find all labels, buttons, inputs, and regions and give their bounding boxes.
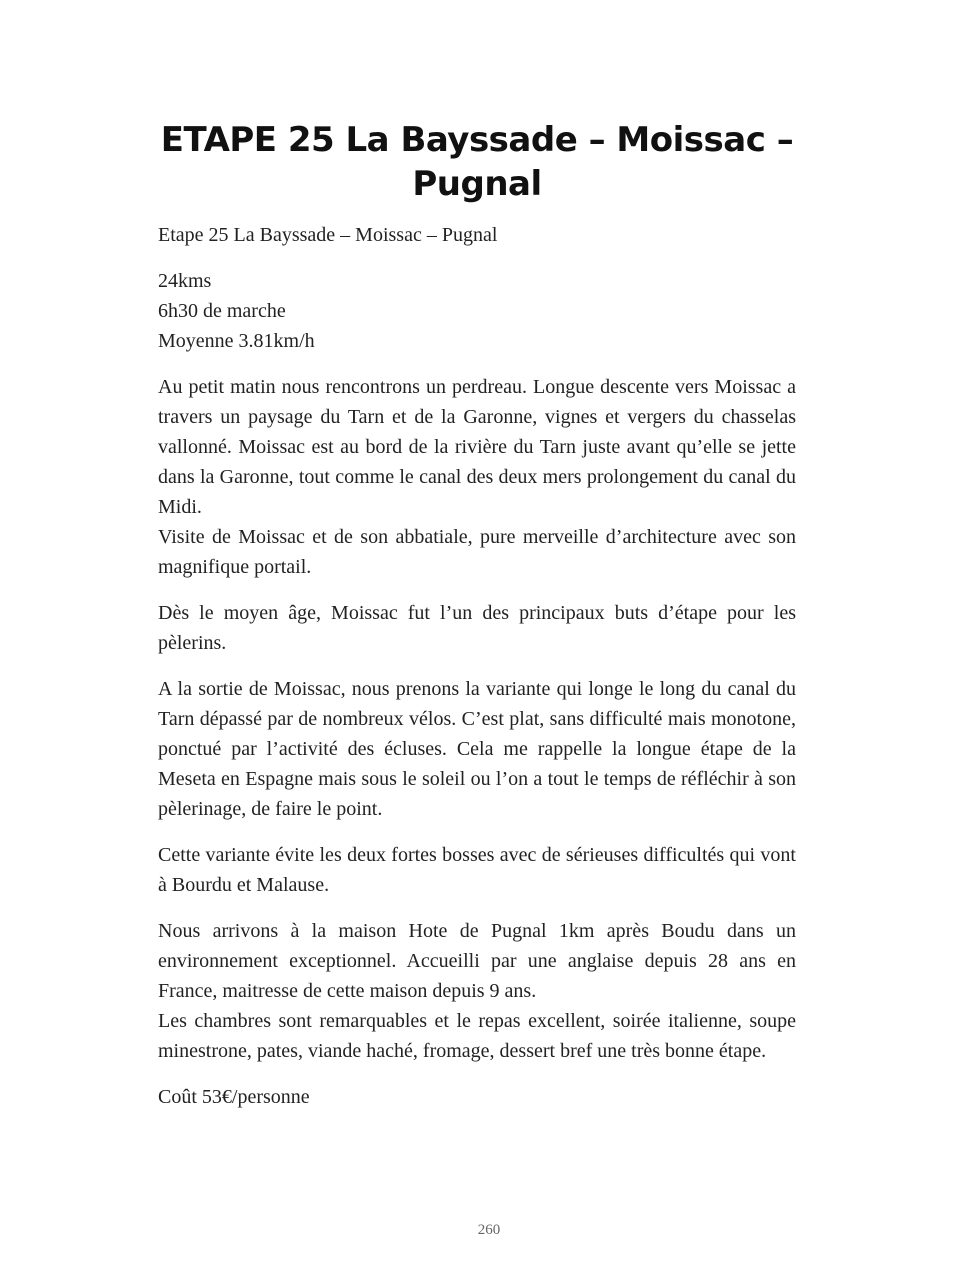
paragraph-middle-ages: Dès le moyen âge, Moissac fut l’un des principaux buts d’étape pour les pèlerins. [158,602,796,654]
paragraph-variant: Cette variante évite les deux fortes bosses avec de sérieuses difficultés qui vont à Bourdu et Malause. [158,844,796,896]
paragraph-visit-text: Visite de Moissac et de son abbatiale, pure merveille d’architecture avec son magnifique portail. [158,526,796,578]
stat-distance: 24kms [158,270,212,292]
page-number: 260 [477,1222,501,1238]
paragraph-rooms-text: Les chambres sont remarquables et le repas excellent, soirée italienne, soupe minestrone, pates, viande haché, fromage, dessert bref une très bonne étape. [158,1010,796,1062]
paragraph-canal: A la sortie de Moissac, nous prenons la variante qui longe le long du canal du Tarn dépassé par de nombreux vélos. C’est plat, sans difficulté mais monotone, ponctué par l’activité des écluses. Cela me rappelle la longue étape de la Meseta en Espagne mais sous le soleil ou l’on a tout le temps de réfléchir à son pèlerinage, de faire le point. [158,678,796,820]
stage-subtitle: Etape 25 La Bayssade – Moissac – Pugnal [158,224,498,246]
paragraph-cost: Coût 53€/personne [158,1086,310,1108]
paragraph-descent [158,372,796,582]
paragraph-descent-text: Au petit matin nous rencontrons un perdreau. Longue descente vers Moissac a travers un paysage du Tarn et de la Garonne, vignes et vergers du chasselas vallonné. Moissac est au bord de la rivière du Tarn juste avant qu’elle se jette dans la Garonne, tout comme le canal des deux mers prolongement du canal du Midi. [158,376,796,518]
paragraph-arrival-text: Nous arrivons à la maison Hote de Pugnal 1km après Boudu dans un environnement exceptionnel. Accueilli par une anglaise depuis 28 ans en France, maitresse de cette maison depuis 9 ans. [158,920,796,1002]
stat-average: Moyenne 3.81km/h [158,330,315,352]
stage-stats [158,266,796,356]
page-title: ETAPE 25 La Bayssade – Moissac – Pugnal [160,120,794,204]
paragraph-arrival [158,916,796,1066]
document-page [158,118,796,1128]
stat-duration: 6h30 de marche [158,300,286,322]
